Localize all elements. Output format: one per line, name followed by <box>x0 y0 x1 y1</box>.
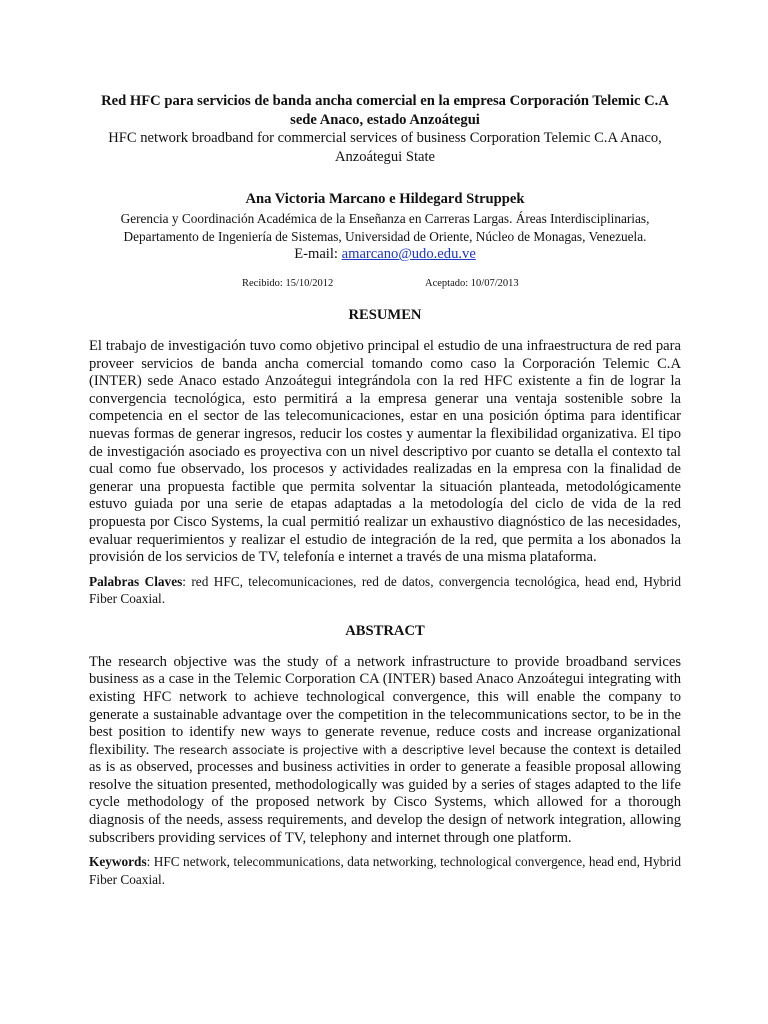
received-date: Recibido: 15/10/2012 <box>242 278 334 289</box>
abstract-body <box>89 654 681 848</box>
email-link[interactable]: amarcano@udo.edu.ve <box>341 246 476 262</box>
affiliation <box>89 210 681 245</box>
keywords-text: : HFC network, telecommunications, data networking, technological convergence, head end, Hybrid Fiber Coaxial. <box>89 854 681 887</box>
english-title-line-1: HFC network broadband for commercial services of business Corporation Telemic C.A Anaco, <box>108 130 662 146</box>
spanish-title-line-2: sede Anaco, estado Anzoátegui <box>290 111 480 128</box>
affiliation-line-1: Gerencia y Coordinación Académica de la Enseñanza en Carreras Largas. Áreas Interdisciplinarias, <box>120 211 650 226</box>
title-block <box>89 92 681 166</box>
spanish-title-line-1: Red HFC para servicios de banda ancha comercial en la empresa Corporación Telemic C.A <box>101 93 669 109</box>
palabras-claves-text: : red HFC, telecomunicaciones, red de datos, convergencia tecnológica, head end, Hybrid Fiber Coaxial. <box>89 573 681 607</box>
paper-first-page <box>89 92 681 888</box>
abstract-body-part-2: because the context is detailed as is as observed, processes and business activities in order to generate a feasible proposal allowing resolve the situation presented, methodologically was guided by a series of stages adapted to the life cycle methodology of the proposed network by Cisco Systems, which allowed for a thorough diagnosis of the needs, assess requirements, and develop the design of network integration, allowing subscribers providing services of TV, telephony and internet through one platform. <box>89 741 681 846</box>
abstract-heading: ABSTRACT <box>345 622 425 639</box>
resumen-body: El trabajo de investigación tuvo como objetivo principal el estudio de una infraestructura de red para proveer servicios de banda ancha comercial tomando como caso la Corporación Telemic C.A (INTER) sede Anaco estado Anzoátegui integrándola con la red HFC existente a fin de lograr la convergencia tecnológica, esto permitirá a la empresa generar una ventaja sostenible sobre la competencia en el sector de las telecomunicaciones, estar en una posición óptima para identificar nuevas formas de generar ingresos, reducir los costes y aumentar la flexibilidad organizativa. El tipo de investigación asociado es proyectiva con un nivel descriptivo por cuanto se detalla el contexto tal cual como fue observado, los procesos y actividades realizadas en la empresa con la finalidad de generar una propuesta factible que permita solventar la situación planteada, metodológicamente estuvo guiada por una serie de etapas adaptadas a la metodología del ciclo de vida de la red propuesta por Cisco Systems, la cual permitió realizar un exhaustivo diagnóstico de las necesidades, evaluar requerimientos y realizar el estudio de integración de la red, que permita a los abonados la provisión de los servicios de TV, telefonía e internet a través de una misma plataforma. <box>89 338 681 566</box>
authors: Ana Victoria Marcano e Hildegard Struppek <box>245 191 525 207</box>
accepted-date: Aceptado: 10/07/2013 <box>425 278 519 289</box>
abstract-body-part-1: The research objective was the study of a network infrastructure to provide broadband services business as a case in the Telemic Corporation CA (INTER) based Anaco Anzoátegui integrating with existing HFC network to achieve technological convergence, this will enable the company to generate a sustainable advantage over the competition in the telecommunications sector, to be in the best position to identify new ways to generate revenue, reduce costs and increase organizational flexibility. <box>89 653 681 758</box>
affiliation-line-2: Departamento de Ingeniería de Sistemas, Universidad de Oriente, Núcleo de Monagas, Venezuela. <box>123 228 647 244</box>
email-line <box>89 245 681 264</box>
english-title-line-2: Anzoátegui State <box>334 148 436 165</box>
spanish-title <box>89 92 681 129</box>
keywords <box>89 853 681 888</box>
english-title <box>89 129 681 166</box>
dates-row <box>89 276 681 292</box>
palabras-claves <box>89 573 681 608</box>
keywords-label: Keywords <box>89 854 147 870</box>
email-label: E-mail: <box>294 246 342 262</box>
palabras-claves-label: Palabras Claves <box>89 573 183 589</box>
resumen-heading: RESUMEN <box>348 307 422 323</box>
abstract-body-sans-fragment: The research associate is projective with a descriptive level <box>153 743 496 757</box>
